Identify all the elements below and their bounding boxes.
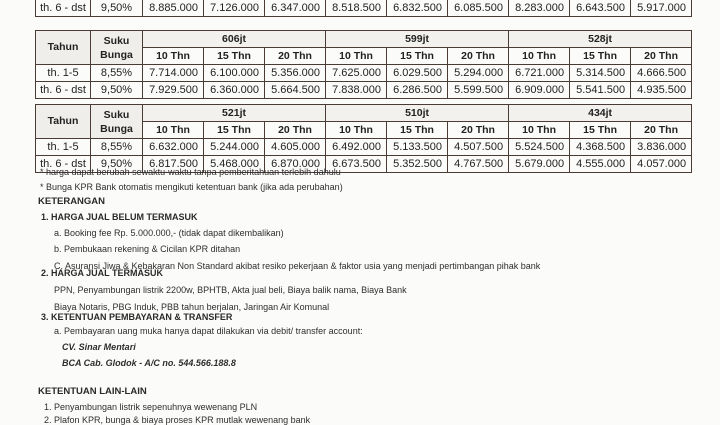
installment-cell: 8.518.500 [326,0,387,17]
price-header: 510jt [326,105,509,122]
header-row [36,31,692,48]
installment-cell: 6.721.000 [509,65,570,82]
section-3-item: a. Pembayaran uang muka hanya dapat dilakukan via debit/ transfer account: [54,326,363,336]
term-header: 10 Thn [143,122,204,139]
term-header: 10 Thn [143,48,204,65]
section-1-item: a. Booking fee Rp. 5.000.000,- (tidak dapat dikembalikan) [54,228,284,238]
installment-cell: 5.679.000 [509,156,570,173]
year-cell: th. 1-5 [36,139,91,156]
rate-cell: 9,50% [91,82,143,99]
installment-cell: 5.599.500 [448,82,509,99]
term-header: 20 Thn [448,122,509,139]
term-header: 15 Thn [570,122,631,139]
lain-lain-item: 1. Penyambungan listrik sepenuhnya wewenang PLN [44,402,258,412]
note-interest: * Bunga KPR Bank otomatis mengikuti ketentuan bank (jika ada perubahan) [40,182,343,192]
installment-cell: 8.885.000 [143,0,204,17]
term-header: 10 Thn [326,122,387,139]
rate-cell: 9,50% [91,0,143,17]
price-header: 599jt [326,31,509,48]
suku-bunga-header: Suku Bunga [91,105,143,139]
term-header: 20 Thn [265,122,326,139]
installment-cell: 7.126.000 [204,0,265,17]
term-header: 15 Thn [387,122,448,139]
installment-cell: 4.507.500 [448,139,509,156]
installment-cell: 4.555.000 [570,156,631,173]
term-header: 20 Thn [448,48,509,65]
section-1-title: 1. HARGA JUAL BELUM TERMASUK [41,212,198,222]
table-row [36,82,692,99]
rate-cell: 9,50% [91,156,143,173]
tahun-header: Tahun [36,105,91,139]
account-bank: BCA Cab. Glodok - A/C no. 544.566.188.8 [62,358,236,368]
lain-lain-item: 2. Plafon KPR, bunga & biaya proses KPR mutlak wewenang bank [44,415,311,425]
table-row [36,65,692,82]
installment-cell: 6.492.000 [326,139,387,156]
price-header: 434jt [509,105,692,122]
installment-cell: 4.935.500 [631,82,692,99]
section-1-item: C. Asuransi Jiwa & Kebakaran Non Standard akibat resiko pekerjaan & faktor usia yang menjadi pertimbangan pihak bank [54,261,541,271]
installment-cell: 6.100.000 [204,65,265,82]
tahun-header: Tahun [36,31,91,65]
table-row [36,139,692,156]
term-header: 15 Thn [204,48,265,65]
installment-cell: 5.244.000 [204,139,265,156]
price-table-1 [35,30,692,99]
account-name: CV. Sinar Mentari [62,342,136,352]
lain-lain-title: KETENTUAN LAIN-LAIN [38,386,147,397]
year-cell: th. 6 - dst [36,156,91,173]
year-cell: th. 1-5 [36,65,91,82]
installment-cell: 6.643.500 [570,0,631,17]
installment-cell: 5.468.000 [204,156,265,173]
installment-cell: 5.356.000 [265,65,326,82]
installment-cell: 7.625.000 [326,65,387,82]
price-table-2 [35,104,692,173]
price-header: 606jt [143,31,326,48]
section-1-item: b. Pembukaan rekening & Cicilan KPR ditahan [54,244,241,254]
table-row [36,0,692,17]
installment-cell: 4.605.000 [265,139,326,156]
installment-cell: 6.632.000 [143,139,204,156]
term-header: 20 Thn [265,48,326,65]
installment-cell: 5.541.500 [570,82,631,99]
year-cell: th. 6 - dst [36,82,91,99]
suku-bunga-header: Suku Bunga [91,31,143,65]
installment-cell: 8.283.000 [509,0,570,17]
section-3-title: 3. KETENTUAN PEMBAYARAN & TRANSFER [41,312,233,322]
rate-cell: 8,55% [91,65,143,82]
price-header: 528jt [509,31,692,48]
installment-cell: 6.673.500 [326,156,387,173]
installment-cell: 5.664.500 [265,82,326,99]
installment-cell: 6.286.500 [387,82,448,99]
installment-cell: 5.352.500 [387,156,448,173]
installment-cell: 4.057.000 [631,156,692,173]
rate-cell: 8,55% [91,139,143,156]
keterangan-title: KETERANGAN [38,196,106,207]
installment-cell: 5.917.000 [631,0,692,17]
installment-cell: 6.029.500 [387,65,448,82]
price-table-partial [35,0,692,17]
term-header: 15 Thn [204,122,265,139]
installment-cell: 6.347.000 [265,0,326,17]
installment-cell: 7.838.000 [326,82,387,99]
installment-cell: 6.817.500 [143,156,204,173]
installment-cell: 6.360.000 [204,82,265,99]
section-2-item: Biaya Notaris, PBG Induk, PBB tahun berjalan, Jaringan Air Komunal [54,302,330,312]
term-header: 20 Thn [631,48,692,65]
section-2-title: 2. HARGA JUAL TERMASUK [41,268,164,278]
price-header: 521jt [143,105,326,122]
header-row [36,105,692,122]
term-header: 10 Thn [509,48,570,65]
installment-cell: 4.666.500 [631,65,692,82]
note-price-change: * harga dapat berubah sewaktu-waktu tanpa pemberitahuan terlebih dahulu [40,167,341,177]
section-2-item: PPN, Penyambungan listrik 2200w, BPHTB, Akta jual beli, Biaya balik nama, Biaya Bank [54,285,407,295]
installment-cell: 5.133.500 [387,139,448,156]
term-header: 20 Thn [631,122,692,139]
installment-cell: 4.368.500 [570,139,631,156]
term-header: 10 Thn [326,48,387,65]
installment-cell: 6.085.500 [448,0,509,17]
installment-cell: 7.929.500 [143,82,204,99]
installment-cell: 3.836.000 [631,139,692,156]
term-header: 15 Thn [570,48,631,65]
installment-cell: 5.314.500 [570,65,631,82]
installment-cell: 6.870.000 [265,156,326,173]
installment-cell: 6.832.500 [387,0,448,17]
year-cell: th. 6 - dst [36,0,91,17]
installment-cell: 4.767.500 [448,156,509,173]
installment-cell: 5.524.500 [509,139,570,156]
term-header: 15 Thn [387,48,448,65]
term-header: 10 Thn [509,122,570,139]
installment-cell: 6.909.000 [509,82,570,99]
installment-cell: 5.294.000 [448,65,509,82]
installment-cell: 7.714.000 [143,65,204,82]
